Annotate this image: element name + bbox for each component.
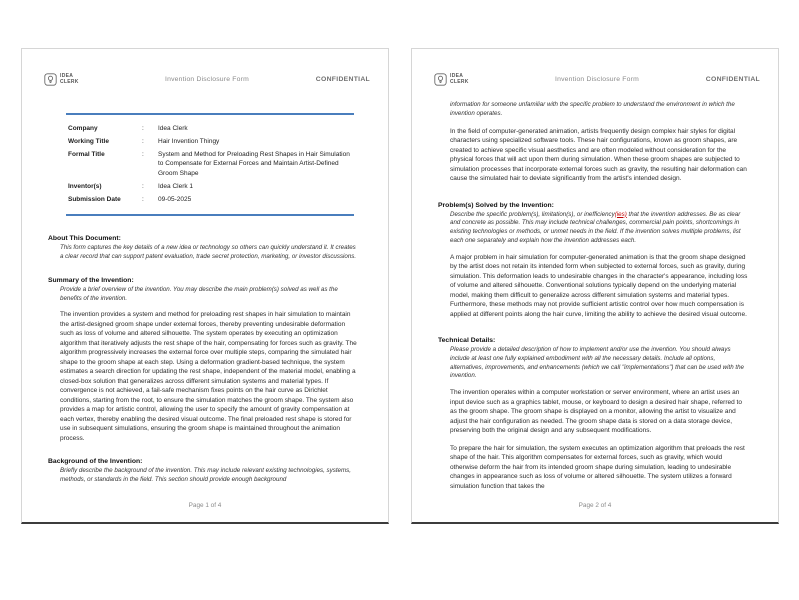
instructions-text-post: that the invention addresses. Be as clear and concrete as possible. This may include technical challenges, commercial pain points, shortcomings in existing technologies or methods, or unmet needs in the field. If the invention solves multiple problems, list each one separately and explain how the invention addresses each.	[450, 210, 741, 244]
redline-fragment: (ies)	[614, 210, 627, 218]
meta-value-inventors: Idea Clerk 1	[158, 182, 194, 190]
logo-wordmark	[60, 74, 79, 85]
document-title: Invention Disclosure Form	[555, 76, 639, 83]
document-title: Invention Disclosure Form	[165, 76, 249, 83]
section-problems-solved	[438, 202, 748, 320]
section-instructions: Provide a brief overview of the invention. You may describe the main problem(s) solved as well as the benefits of the invention.	[60, 285, 338, 302]
meta-label-formal-title: Formal Title	[68, 150, 105, 158]
section-instructions: This form captures the key details of a new idea or technology so others can quickly understand it. It creates a clear record that can support patent evaluation, trade secret protection, marketing, or investor discussions.	[60, 244, 357, 261]
section-technical-details	[438, 337, 748, 491]
section-heading: Summary of the Invention:	[48, 276, 134, 284]
meta-label-working-title: Working Title	[68, 137, 109, 145]
section-heading: Problem(s) Solved by the Invention:	[438, 201, 554, 209]
confidential-badge: CONFIDENTIAL	[315, 76, 370, 83]
page-header	[44, 73, 370, 86]
meta-label-company: Company	[68, 125, 98, 132]
meta-value-formal-title: System and Method for Preloading Rest Shapes in Hair Simulation to Compensate for External Forces and Maintain Artist-Defined Groom Shape	[158, 150, 350, 177]
section-body-paragraph-2: To prepare the hair for simulation, the system executes an optimization algorithm that preloads the rest shape of the hair. This algorithm compensates for external forces, such as gravity, which would otherwise deform the hair from its intended groom shape during simulation, leading to undesirable changes in appearance such as loss of volume or altered silhouette. The system utilizes a forward simulation function that takes the	[450, 444, 745, 490]
meta-colon: :	[142, 182, 144, 190]
table-row	[68, 137, 354, 147]
section-heading: Technical Details:	[438, 337, 496, 345]
document-page-1	[21, 48, 389, 524]
lightbulb-icon	[434, 73, 447, 86]
section-instructions	[450, 211, 748, 246]
logo-wordmark	[450, 74, 469, 85]
section-body-text: The invention provides a system and method for preloading rest shapes in hair simulation to maintain the artist-designed groom shape under external forces, thereby preventing undesirable deformation such as loss of volume and altered silhouette. The system operates by executing an optimization algorithm that iteratively adjusts the rest shape of the hair, compensating for forces such as gravity. The algorithm progressively increases the external force over multiple steps, comparing the simulated hair shape to the groom shape at each step. Using a deformation gradient-based technique, the system estimates a search direction for updating the rest shape, independent of the material model, enabling a closed-box solution that generalizes across different simulation systems and material types. If convergence is not achieved, a fail-safe mechanism fixes points on the hair curve as Dirichlet conditions, starting from the root, to ensure the simulation matches the groom shape. The system also provides a map for artistic control, allowing the user to specify the amount of gravity compensation at each vertex, thereby enabling the desired visual outcome. The final preloaded rest shape is stored for use in subsequent simulations, ensuring the groom shape is maintained throughout the animation process.	[60, 311, 357, 442]
meta-value-company: Idea Clerk	[158, 125, 188, 132]
page-number-footer: Page 1 of 4	[188, 502, 222, 509]
meta-value-submission-date: 09-05-2025	[158, 195, 192, 203]
section-heading: About This Document:	[48, 235, 121, 243]
table-row	[68, 150, 354, 179]
table-row	[68, 124, 354, 134]
section-body-text: A major problem in hair simulation for computer-generated animation is that the groom shape designed by the artist does not retain its intended form when subjected to external forces, such as gravity, during simulation. This deformation leads to undesirable changes in the character's appearance, including loss of volume and altered silhouette. Conventional solutions typically depend on the underlying material model, making them difficult to generalize across different simulation systems and material types. Furthermore, these methods may not provide sufficient artistic control over how much compensation is applied at different points along the hair curve, limiting the ability to achieve the desired visual outcome.	[450, 253, 748, 318]
section-instructions: Please provide a detailed description of how to implement and/or use the invention. You should always include at least one fully explained embodiment with all the necessary details. Include all options, alternatives, improvements, and enhancements (which we call "implementations") that can be used with the invention.	[450, 346, 744, 380]
meta-colon: :	[142, 137, 144, 145]
page-header	[434, 73, 760, 86]
section-body-paragraph-1: The invention operates within a computer workstation or server environment, where an artist uses an input device such as a graphics tablet, mouse, or keyboard to design a desired hair shape, referred to as the groom shape. The groom shape is displayed on a monitor, allowing the artist to visualize and adjust the hair configuration as needed. The groom shape data is stored on a data storage device, preserving both the original design and any subsequent modifications.	[450, 389, 742, 435]
section-instructions: Briefly describe the background of the invention. This may include relevant existing technologies, systems, methods, or standards in the field. This section should provide enough background	[60, 467, 351, 484]
lightbulb-icon	[44, 73, 57, 86]
document-page-2	[411, 48, 779, 524]
meta-value-working-title: Hair Invention Thingy	[158, 137, 220, 145]
instructions-text-pre: Describe the specific problem(s), limitation(s), or inefficiency	[450, 210, 615, 218]
meta-colon: :	[142, 125, 144, 132]
logo-line-2: CLERK	[450, 78, 469, 85]
confidential-badge: CONFIDENTIAL	[705, 76, 760, 83]
logo-line-1: IDEA	[60, 72, 74, 79]
section-about-this-document	[48, 235, 358, 262]
idea-clerk-logo	[44, 73, 130, 86]
background-body-text: In the field of computer-generated animation, artists frequently design complex hair styles for digital characters using specialized software tools. These hair configurations, known as groom shapes, are created to achieve specific visual aesthetics and are often modeled without consideration for the physical forces that will act upon them during simulation. When these groom shapes are subjected to simulation processes that incorporate external forces such as gravity, the resulting hair deformation can cause the simulated hair to deviate significantly from the artist's intended design.	[450, 127, 747, 183]
section-background-of-invention	[48, 458, 358, 485]
logo-line-2: CLERK	[60, 78, 79, 85]
idea-clerk-logo	[434, 73, 520, 86]
meta-colon: :	[142, 150, 144, 158]
section-heading: Background of the Invention:	[48, 458, 143, 466]
page-number-footer: Page 2 of 4	[578, 502, 612, 509]
meta-colon: :	[142, 195, 144, 203]
meta-label-inventors: Inventor(s)	[68, 182, 102, 190]
meta-label-submission-date: Submission Date	[68, 195, 121, 203]
invention-meta-table	[66, 113, 354, 216]
table-row	[68, 195, 354, 205]
background-instructions-continued: information for someone unfamiliar with the specific problem to understand the environment in which the invention operates.	[450, 101, 735, 117]
table-row	[68, 182, 354, 192]
logo-line-1: IDEA	[450, 72, 464, 79]
section-summary-of-invention	[48, 277, 358, 443]
